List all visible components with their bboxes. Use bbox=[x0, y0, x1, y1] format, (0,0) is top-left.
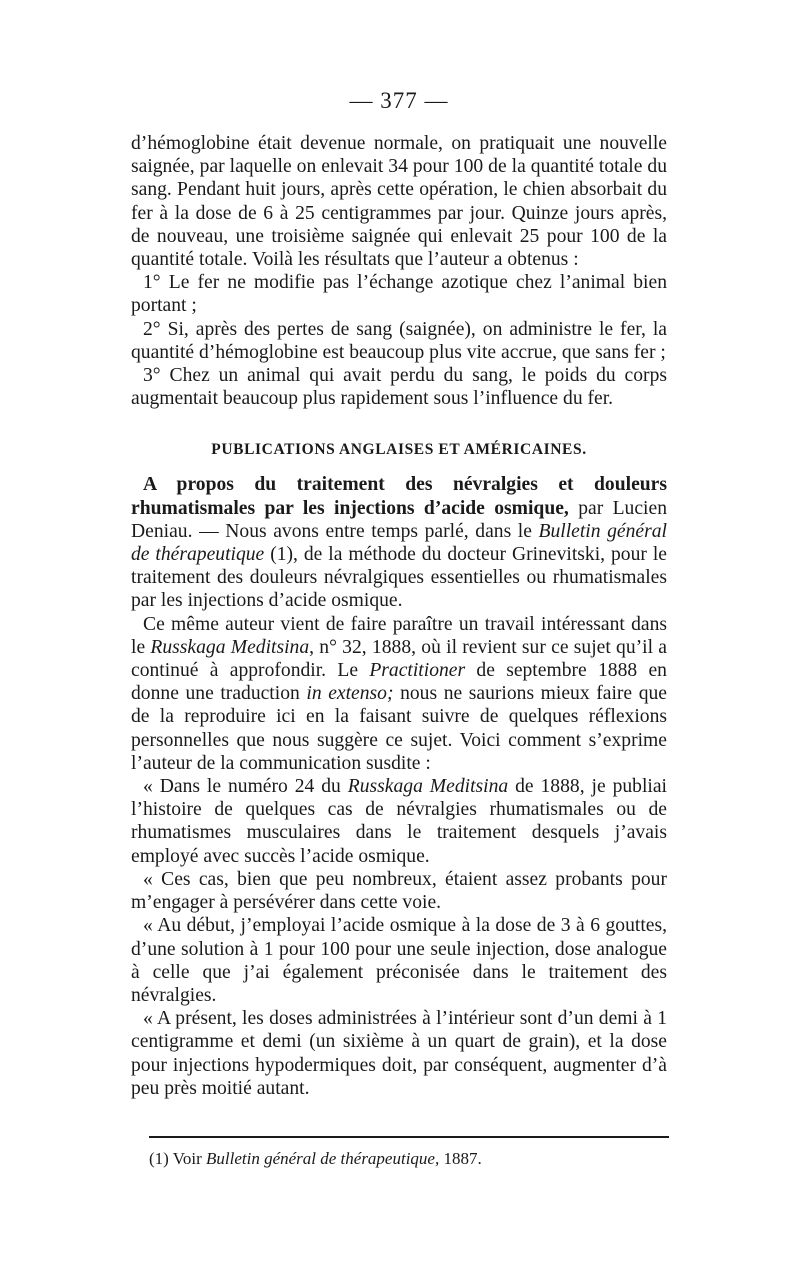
paragraph-hemoglobin: d’hémoglobine était devenue normale, on pratiquait une nouvelle saignée, par laquelle on enlevait 34 pour 100 de la quantité totale du sang. Pendant huit jours, après cette opération, le chien absorbait du fer à la dose de 6 à 25 centigrammes par jour. Quinze jours après, de nouveau, une troisième saignée qui enlevait 25 pour 100 de la quantité totale. Voilà les résultats que l’auteur a obtenus : bbox=[131, 133, 667, 271]
footnote: (1) Voir Bulletin général de thérapeutique, 1887. bbox=[149, 1148, 482, 1168]
bulletin-reference: Bulletin général de thérapeutique bbox=[131, 520, 667, 566]
article-paragraph-2: Ce même auteur vient de faire paraître un travail intéressant dans le Russkaga Meditsina, n° 32, 1888, où il revient sur ce sujet qu’il a continué à approfondir. Le Practitioner de septembre 1888 en donne une traduction in extenso; nous ne saurions mieux faire que de la reproduire ici en la faisant suivre de quelques réflexions personnelles que nous suggère ce sujet. Voici comment s’exprime l’auteur de la communication susdite : bbox=[131, 613, 668, 774]
quote-paragraph-3: « Au début, j’employai l’acide osmique à la dose de 3 à 6 gouttes, d’une solution à 1 pour 100 pour une seule injection, dose analogue à celle que j’ai également préconisée dans le traitement des névralgies. bbox=[131, 915, 667, 1006]
quote-paragraph-2: « Ces cas, bien que peu nombreux, étaient assez probants pour m’engager à persévérer dans cette voie. bbox=[131, 868, 667, 914]
section-heading: PUBLICATIONS ANGLAISES ET AMÉRICAINES. bbox=[211, 441, 587, 459]
article-intro: A propos du traitement des névralgies et douleurs rhumatismales par les injections d’acide osmique, par Lucien Deniau. — Nous avons entre temps parlé, dans le Bulletin général de thérapeutique (1), de la méthode du docteur Grinevitski, pour le traitement des douleurs névralgiques essentielles ou rhumatismales par les injections d’acide osmique. bbox=[131, 474, 667, 612]
result-item-3: 3° Chez un animal qui avait perdu du sang, le poids du corps augmentait beaucoup plus rapidement sous l’influence du fer. bbox=[131, 365, 667, 410]
quote-paragraph-1: « Dans le numéro 24 du Russkaga Meditsina de 1888, je publiai l’histoire de quelques cas de névralgies rhumatismales ou de rhumatismes musculaires dans le traitement desquels j’avais employé avec succès l’acide osmique. bbox=[131, 776, 667, 867]
page-number: — 377 — bbox=[349, 88, 449, 113]
footnote-rule bbox=[149, 1136, 669, 1138]
quote-paragraph-4: « A présent, les doses administrées à l’intérieur sont d’un demi à 1 centigramme et demi (un sixième à un quart de grain), et la dose pour injections hypodermiques doit, par conséquent, augmenter d’à peu près moitié autant. bbox=[131, 1008, 667, 1099]
result-item-2: 2° Si, après des pertes de sang (saignée), on administre le fer, la quantité d’hémoglobine est beaucoup plus vite accrue, que sans fer ; bbox=[131, 318, 667, 363]
result-item-1: 1° Le fer ne modifie pas l’échange azotique chez l’animal bien portant ; bbox=[131, 272, 667, 317]
article-title: A propos du traitement des névralgies et douleurs rhumatismales par les injections d’acide osmique, bbox=[131, 474, 667, 519]
